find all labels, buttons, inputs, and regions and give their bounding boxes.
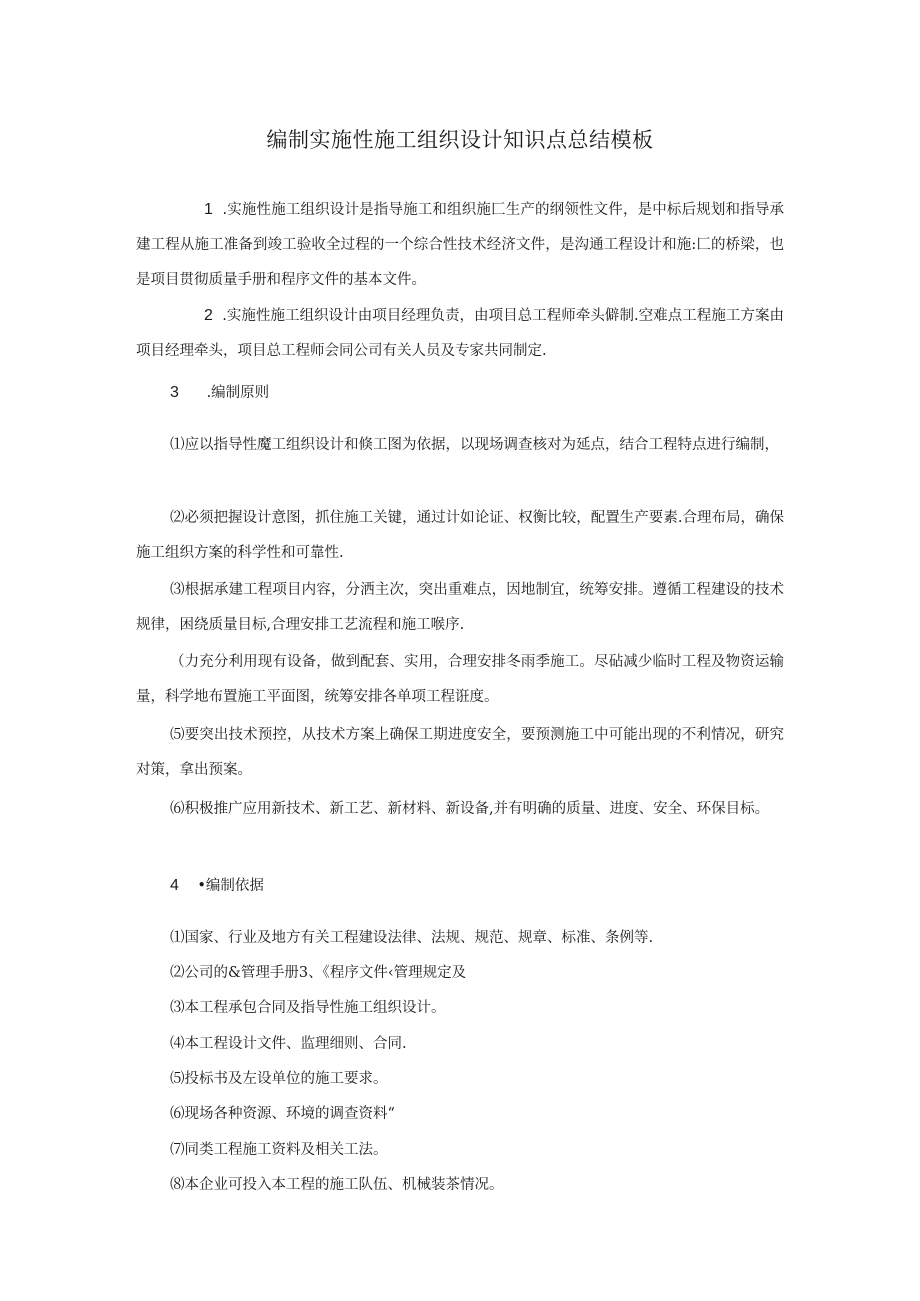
basis-item: ⑶本工程承包合同及指导性施工组织设计。 (170, 1000, 446, 1016)
principle-item: ⑸要突出技术预控，从技术方案上确保工期进度安全，要预测施工中可能出现的不利情况，研究对策，拿出预案。 (136, 727, 784, 778)
section-4-title: •编制依据 (197, 878, 264, 894)
section-3-title: .编制原则 (206, 385, 270, 401)
paragraph-1 (136, 192, 784, 298)
principle-item: ⑴应以指导性魔工组织设计和倏工图为依据，以现场调查核对为延点，结合工程特点进行编制， (170, 437, 779, 453)
principle-item: ⑹积极推广应用新技术、新工艺、新材料、新设备,并有明确的质量、进度、安全、环保目标。 (170, 801, 770, 817)
paragraph-1-number: 1 (204, 201, 213, 218)
paragraph-2-text: .实施性施工组织设计由项目经理负责，由项目总工程师牵头僻制.空难点工程施工方案由项目经理牵头，项目总工程师会同公司有关人员及专家共同制定. (136, 308, 785, 359)
basis-item: ⑻本企业可投入本工程的施工队伍、机械装茶情况。 (170, 1177, 504, 1193)
basis-item: ⑵公司的&管理手册3、《程序文件‹管理规定及 (170, 965, 467, 981)
paragraph-2 (136, 298, 784, 369)
paragraph-2-number: 2 (204, 307, 213, 324)
basis-item: ⑴国家、行业及地方有关工程建设法律、法规、规范、规章、标准、条例等. (170, 930, 654, 946)
basis-item: ⑸投标书及左设单位的施工要求。 (170, 1071, 388, 1087)
section-4-number: 4 (170, 877, 179, 894)
basis-item: ⑷本工程设计文件、监理细则、合同. (170, 1036, 407, 1052)
section-heading-4 (170, 868, 264, 904)
principle-item: ⑶根据承建工程项目内容，分洒主次，突出重难点，因地制宜，统筹安排。遵循工程建设的技术规律，困绕质量目标,合理安排工艺流程和施工喉序. (136, 582, 784, 633)
basis-item: ⑺同类工程施工资料及相关工法。 (170, 1142, 388, 1158)
basis-item: ⑹现场各种资源、环境的调查资料“ (170, 1106, 395, 1122)
document-title: 编制实施性施工组织设计知识点总结模板 (266, 128, 654, 152)
principle-item: ⑵必须把握设计意图，抓住施工关键，通过计如论证、权衡比较，配置生产要素.合理布局，确保施工组织方案的科学性和可靠性. (136, 510, 784, 561)
principle-item: （力充分利用现有设备，做到配套、实用，合理安排冬雨季施工。尽砧减少临时工程及物资运输量，科学地布置施工平面图，统筹安排各单项工程诳度。 (136, 654, 784, 705)
section-3-number: 3 (170, 384, 179, 401)
section-heading-3 (170, 375, 269, 411)
paragraph-1-text: .实施性施工组织设计是指导施工和组织施匚生产的纲领性文件，是中标后规划和指导承建工程从施工准备到竣工验收全过程的一个综合性技术经济文件，是沟通工程设计和施:匚的桥梁，也是项目贯彻质量手册和程序文件的基本文件。 (136, 202, 785, 288)
